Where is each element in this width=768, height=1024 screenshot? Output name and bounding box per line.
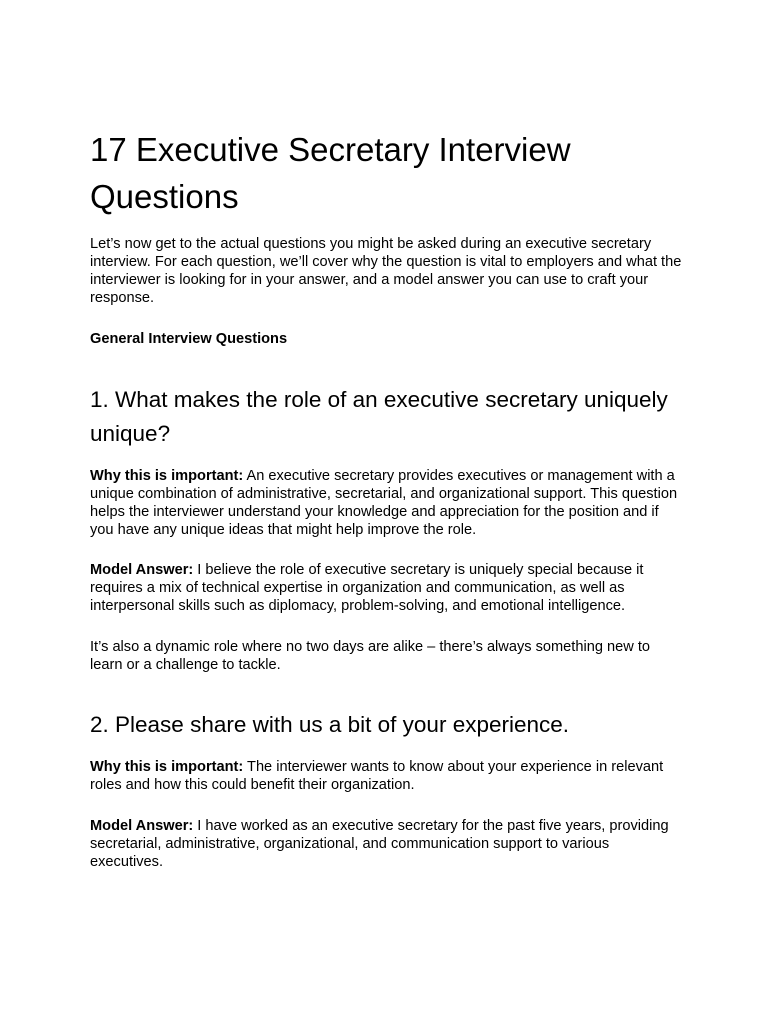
section-heading: General Interview Questions [90, 331, 288, 347]
question-heading-1: 1. What makes the role of an executive secretary uniquely unique? [90, 387, 668, 446]
question-heading-2: 2. Please share with us a bit of your experience. [90, 712, 570, 737]
model-answer-label: Model Answer: [90, 818, 194, 834]
model-answer-label: Model Answer: [90, 562, 194, 578]
model-answer-paragraph-2 [90, 817, 686, 871]
model-answer-text: I have worked as an executive secretary for the past five years, providing secretarial, administrative, organizational, and communication support to various executives. [90, 818, 669, 870]
intro-paragraph: Let’s now get to the actual questions you might be asked during an executive secretary interview. For each question, we’ll cover why the question is vital to employers and what the interviewer is looking for in your answer, and a model answer you can use to craft your response. [90, 236, 682, 306]
why-important-paragraph-1 [90, 467, 686, 539]
why-important-label: Why this is important: [90, 468, 244, 484]
model-answer-continuation-1: It’s also a dynamic role where no two days are alike – there’s always something new to learn or a challenge to tackle. [90, 639, 650, 673]
why-important-paragraph-2 [90, 758, 686, 794]
why-important-label: Why this is important: [90, 759, 244, 775]
document-title: 17 Executive Secretary Interview Questions [90, 131, 571, 215]
why-important-text: The interviewer wants to know about your experience in relevant roles and how this could benefit their organization. [90, 759, 664, 793]
why-important-text: An executive secretary provides executives or management with a unique combination of administrative, secretarial, and organizational support. This question helps the interviewer understand your knowledge and appreciation for the position and if you have any unique ideas that might help improve the role. [90, 468, 678, 538]
model-answer-paragraph-1 [90, 561, 686, 615]
model-answer-text: I believe the role of executive secretary is uniquely special because it requires a mix of technical expertise in organization and communication, as well as interpersonal skills such as diplomacy, problem-solving, and emotional intelligence. [90, 562, 644, 614]
